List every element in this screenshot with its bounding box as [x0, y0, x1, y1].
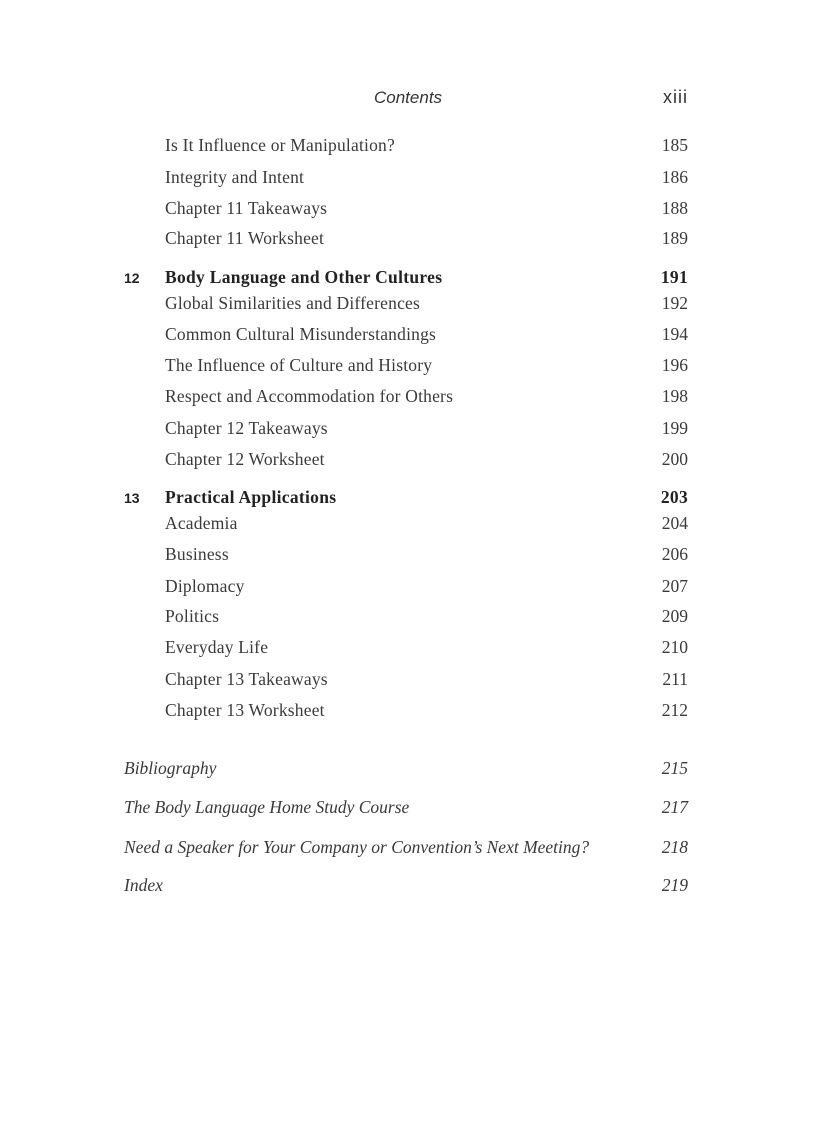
toc-entry[interactable]	[0, 542, 816, 566]
back-matter-page: 218	[661, 837, 688, 857]
toc-entry[interactable]	[0, 698, 816, 722]
toc-entry-title: Global Similarities and Differences	[165, 293, 421, 313]
toc-entry-title: Chapter 12 Worksheet	[165, 449, 325, 469]
toc-entry[interactable]	[0, 353, 816, 377]
toc-entry-page: 200	[661, 449, 688, 469]
back-matter-page: 217	[661, 797, 688, 817]
toc-entry[interactable]	[0, 447, 816, 471]
chapter-page: 191	[660, 267, 688, 287]
chapter-title: Body Language and Other Cultures	[165, 267, 443, 287]
toc-entry-title: Chapter 11 Takeaways	[165, 198, 328, 218]
chapter-number: 12	[124, 270, 140, 286]
toc-entry-title: Diplomacy	[165, 576, 245, 596]
toc-entry-title: Academia	[165, 513, 238, 533]
toc-entry-page: 204	[661, 513, 688, 533]
toc-entry-title: Common Cultural Misunderstandings	[165, 324, 437, 344]
back-matter-title: Bibliography	[124, 758, 217, 778]
toc-entry[interactable]	[0, 604, 816, 628]
toc-entry[interactable]	[0, 416, 816, 440]
toc-entry-page: 206	[661, 544, 688, 564]
back-matter-page: 219	[661, 875, 688, 895]
toc-entry[interactable]	[0, 384, 816, 408]
toc-entry-title: Chapter 12 Takeaways	[165, 418, 328, 438]
toc-entry[interactable]	[0, 667, 816, 691]
toc-entry-page: 189	[661, 228, 688, 248]
toc-entry-page: 185	[661, 135, 688, 155]
toc-chapter-heading[interactable]	[0, 265, 816, 289]
toc-entry[interactable]	[0, 133, 816, 157]
toc-back-matter-entry[interactable]	[0, 873, 816, 897]
toc-entry[interactable]	[0, 511, 816, 535]
page-number: xiii	[663, 87, 688, 107]
running-title: Contents	[374, 88, 443, 107]
chapter-page: 203	[660, 487, 688, 507]
toc-entry-title: Respect and Accommodation for Others	[165, 386, 454, 406]
toc-entry-page: 186	[661, 167, 688, 187]
back-matter-title: Need a Speaker for Your Company or Convention’s Next Meeting?	[124, 837, 590, 857]
toc-entry-page: 211	[662, 669, 688, 689]
toc-entry-title: Chapter 11 Worksheet	[165, 228, 325, 248]
toc-entry-page: 207	[661, 576, 688, 596]
chapter-title: Practical Applications	[165, 487, 337, 507]
toc-entry-page: 199	[661, 418, 688, 438]
toc-entry-page: 196	[661, 355, 688, 375]
toc-entry[interactable]	[0, 635, 816, 659]
toc-entry-page: 210	[661, 637, 688, 657]
toc-entry-title: Integrity and Intent	[165, 167, 305, 187]
back-matter-title: Index	[124, 875, 163, 895]
toc-chapter-heading[interactable]	[0, 485, 816, 509]
toc-entry[interactable]	[0, 196, 816, 220]
toc-entry[interactable]	[0, 322, 816, 346]
toc-entry-page: 209	[661, 606, 688, 626]
toc-back-matter-entry[interactable]	[0, 835, 816, 859]
toc-entry[interactable]	[0, 291, 816, 315]
toc-entry[interactable]	[0, 574, 816, 598]
toc-entry-title: Chapter 13 Takeaways	[165, 669, 328, 689]
chapter-number: 13	[124, 490, 140, 506]
toc-entry-page: 198	[661, 386, 688, 406]
toc-entry-title: Business	[165, 544, 229, 564]
toc-entry-title: The Influence of Culture and History	[165, 355, 433, 375]
toc-entry-title: Politics	[165, 606, 220, 626]
back-matter-title: The Body Language Home Study Course	[124, 797, 410, 817]
toc-entry-title: Everyday Life	[165, 637, 269, 657]
toc-entry[interactable]	[0, 165, 816, 189]
toc-entry-title: Chapter 13 Worksheet	[165, 700, 325, 720]
toc-entry-page: 194	[661, 324, 688, 344]
toc-entry-page: 188	[661, 198, 688, 218]
running-header	[0, 88, 816, 112]
back-matter-page: 215	[661, 758, 688, 778]
toc-entry-title: Is It Influence or Manipulation?	[165, 135, 395, 155]
toc-back-matter-entry[interactable]	[0, 756, 816, 780]
toc-back-matter-entry[interactable]	[0, 795, 816, 819]
toc-entry-page: 192	[661, 293, 688, 313]
toc-entry-page: 212	[661, 700, 688, 720]
toc-entry[interactable]	[0, 226, 816, 250]
